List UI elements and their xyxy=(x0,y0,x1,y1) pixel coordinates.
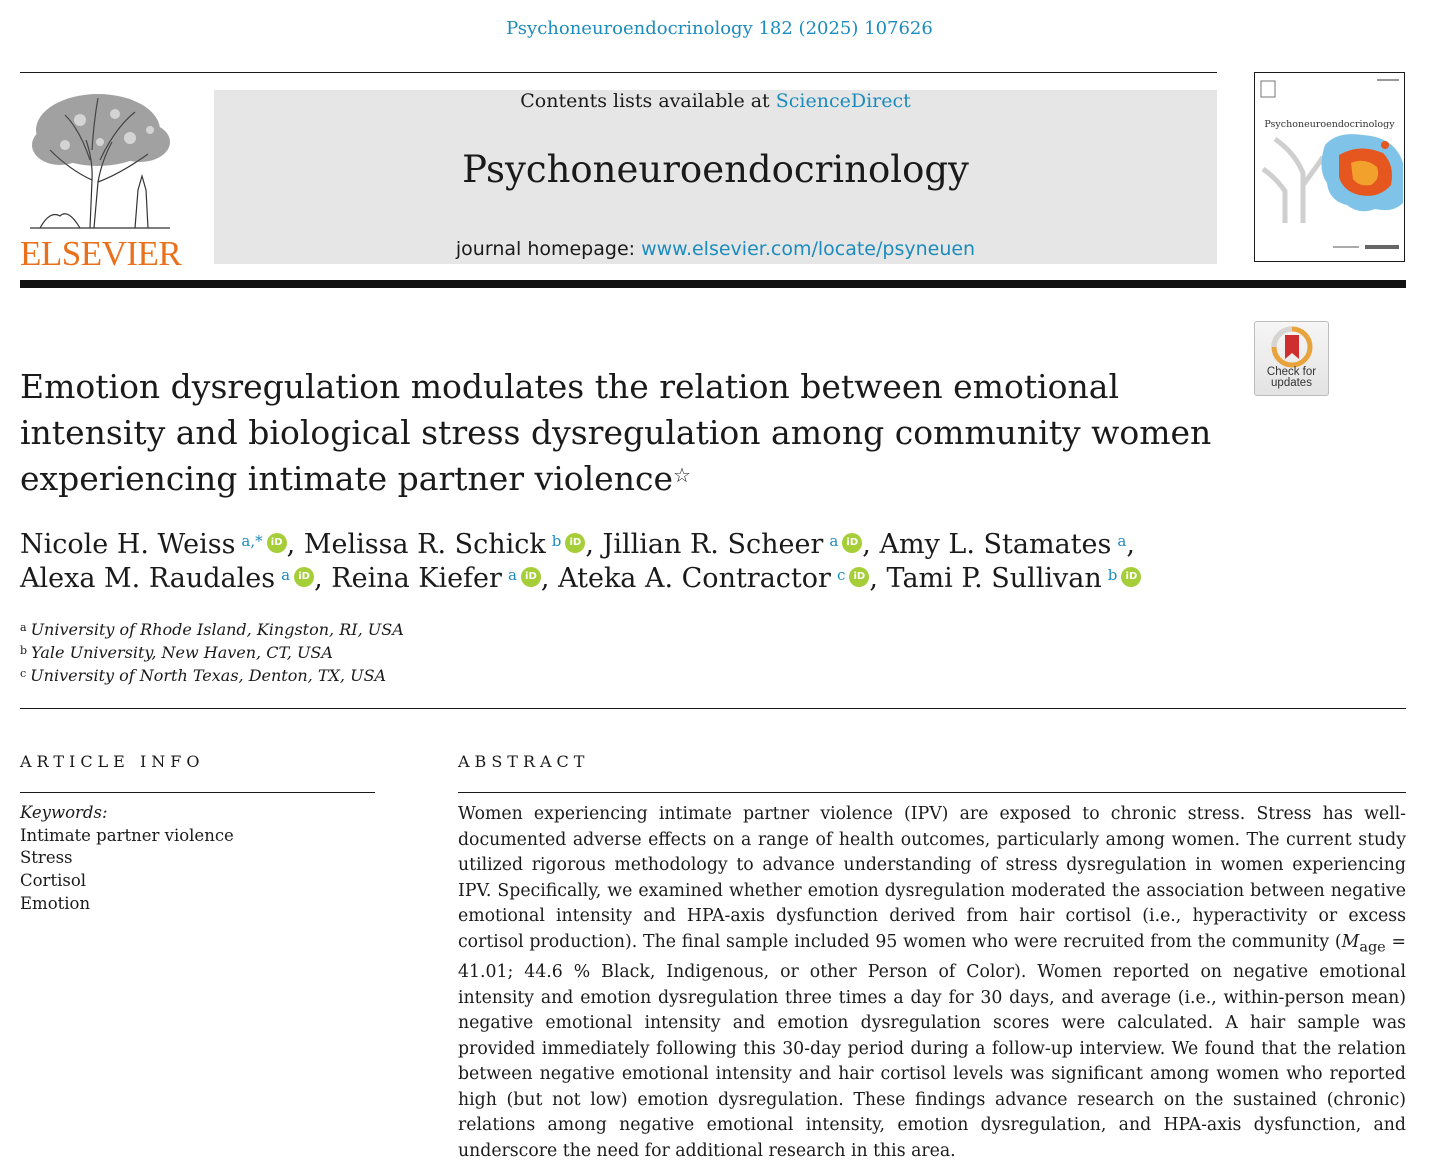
author-separator: , xyxy=(314,563,323,594)
elsevier-wordmark: ELSEVIER xyxy=(20,234,182,273)
author-entry xyxy=(304,529,594,560)
journal-banner xyxy=(214,90,1217,264)
keywords-list xyxy=(20,825,234,916)
crossmark-icon xyxy=(1270,325,1314,369)
article-title xyxy=(20,364,1230,502)
author-entry xyxy=(331,563,549,594)
top-rule xyxy=(20,72,1217,73)
abstract-heading: ABSTRACT xyxy=(458,752,590,771)
abstract-part2: = 41.01; 44.6 % Black, Indigenous, or other Person of Color). Women reported on negative emotional intensity and emotion dysregulation three times a day for 30 days, and average (i.e., within-person mean) negative emotional intensity and emotion dysregulation scores were calculated. A hair sample was provided immediately following this 30-day period during a follow-up interview. We found that the relation between negative emotional intensity and hair cortisol levels was significant among women who reported high (but not low) emotion dysregulation. These findings advance research on the sustained (chronic) relations among negative emotional intensity, emotion dysregulation, and HPA-axis dysfunction, and underscore the need for additional research in this area. xyxy=(458,931,1406,1161)
author-entry xyxy=(879,529,1134,560)
contents-line xyxy=(214,90,1217,112)
keyword-item: Cortisol xyxy=(20,871,87,891)
check-updates-label xyxy=(1255,367,1328,389)
author-affiliation-marker[interactable]: b xyxy=(1107,566,1118,584)
check-updates-line2: updates xyxy=(1271,377,1312,389)
journal-citation[interactable]: Psychoneuroendocrinology 182 (2025) 107626 xyxy=(506,18,933,39)
orcid-icon[interactable]: iD xyxy=(267,533,287,553)
abstract-rule xyxy=(458,792,1406,793)
affiliation-c xyxy=(20,664,404,687)
sciencedirect-link[interactable]: ScienceDirect xyxy=(775,90,911,112)
affiliation-label: b xyxy=(20,644,28,657)
author-affiliation-marker[interactable]: a xyxy=(829,532,839,550)
article-info-heading: ARTICLE INFO xyxy=(20,752,205,771)
header-thick-rule xyxy=(20,280,1406,288)
orcid-icon[interactable]: iD xyxy=(294,567,314,587)
author-name[interactable]: Jillian R. Scheer xyxy=(602,529,824,560)
affiliations xyxy=(20,618,404,687)
journal-homepage-link[interactable]: www.elsevier.com/locate/psyneuen xyxy=(641,238,976,260)
keyword-item: Emotion xyxy=(20,893,91,913)
author-entry xyxy=(887,563,1142,594)
orcid-icon[interactable]: iD xyxy=(1121,567,1141,587)
author-affiliation-marker[interactable]: a xyxy=(281,566,291,584)
check-updates-line1: Check for xyxy=(1266,366,1317,378)
author-affiliation-marker[interactable]: c xyxy=(836,566,846,584)
keywords-label: Keywords: xyxy=(20,803,108,822)
abstract-m-subscript: age xyxy=(1359,938,1386,955)
orcid-icon[interactable]: iD xyxy=(849,567,869,587)
author-entry xyxy=(603,529,871,560)
author-name[interactable]: Reina Kiefer xyxy=(331,563,502,594)
section-rule xyxy=(20,708,1406,709)
title-footnote-star[interactable]: ☆ xyxy=(672,463,691,487)
author-separator: , xyxy=(540,563,550,594)
author-separator: , xyxy=(1126,529,1135,560)
affiliation-label: c xyxy=(20,667,27,680)
abstract-part1: Women experiencing intimate partner violence (IPV) are exposed to chronic stress. Stress has well-documented adverse effects on a range of health outcomes, particularly among women. The current study utilized rigorous methodology to advance understanding of stress dysregulation in women experiencing IPV. Specifically, we examined whether emotion dysregulation moderated the association between negative emotional intensity and HPA-axis dysfunction derived from hair cortisol (i.e., hyperactivity or excess cortisol production). The final sample included 95 women who were recruited from the community ( xyxy=(458,804,1406,952)
homepage-prefix: journal homepage: xyxy=(455,238,642,260)
journal-title: Psychoneuroendocrinology xyxy=(462,148,969,191)
article-title-text: Emotion dysregulation modulates the relation between emotional intensity and biological stress dysregulation among community women experiencing intimate partner violence xyxy=(20,367,1212,498)
orcid-icon[interactable]: iD xyxy=(565,533,585,553)
author-separator: , xyxy=(869,563,878,594)
author-name[interactable]: Nicole H. Weiss xyxy=(20,529,236,560)
orcid-icon[interactable]: iD xyxy=(842,533,862,553)
journal-cover-image[interactable] xyxy=(1254,72,1405,262)
author-name[interactable]: Amy L. Stamates xyxy=(879,529,1112,560)
author-separator: , xyxy=(286,529,296,560)
author-name[interactable]: Melissa R. Schick xyxy=(303,529,546,560)
author-affiliation-marker[interactable]: a xyxy=(507,566,517,584)
affiliation-b xyxy=(20,641,404,664)
author-affiliation-marker[interactable]: a xyxy=(1117,532,1127,550)
author-affiliation-marker[interactable]: b xyxy=(551,532,562,550)
check-for-updates-button[interactable] xyxy=(1254,321,1329,396)
keywords-block xyxy=(20,802,234,916)
keyword-item: Stress xyxy=(20,848,73,868)
article-info-rule xyxy=(20,792,375,793)
author-separator: , xyxy=(862,529,871,560)
abstract-text xyxy=(458,802,1406,1164)
keyword-item: Intimate partner violence xyxy=(20,825,234,845)
author-entry xyxy=(558,563,878,594)
orcid-icon[interactable]: iD xyxy=(521,567,541,587)
author-name[interactable]: Alexa M. Raudales xyxy=(20,563,276,594)
affiliation-text: University of North Texas, Denton, TX, USA xyxy=(30,666,387,685)
cover-journal-title: Psychoneuroendocrinology xyxy=(1264,119,1395,130)
contents-prefix: Contents lists available at xyxy=(520,90,776,112)
affiliation-text: University of Rhode Island, Kingston, RI, USA xyxy=(30,620,404,639)
author-name[interactable]: Ateka A. Contractor xyxy=(558,563,831,594)
affiliation-text: Yale University, New Haven, CT, USA xyxy=(31,643,333,662)
affiliation-a xyxy=(20,618,404,641)
homepage-line xyxy=(214,238,1217,260)
author-affiliation-marker[interactable]: a,* xyxy=(241,532,263,550)
author-separator: , xyxy=(585,529,594,560)
author-entry xyxy=(20,563,323,594)
abstract-m-symbol: M xyxy=(1341,931,1360,952)
author-name[interactable]: Tami P. Sullivan xyxy=(886,563,1102,594)
author-list xyxy=(20,528,1220,596)
author-entry xyxy=(20,529,295,560)
affiliation-label: a xyxy=(20,621,27,634)
